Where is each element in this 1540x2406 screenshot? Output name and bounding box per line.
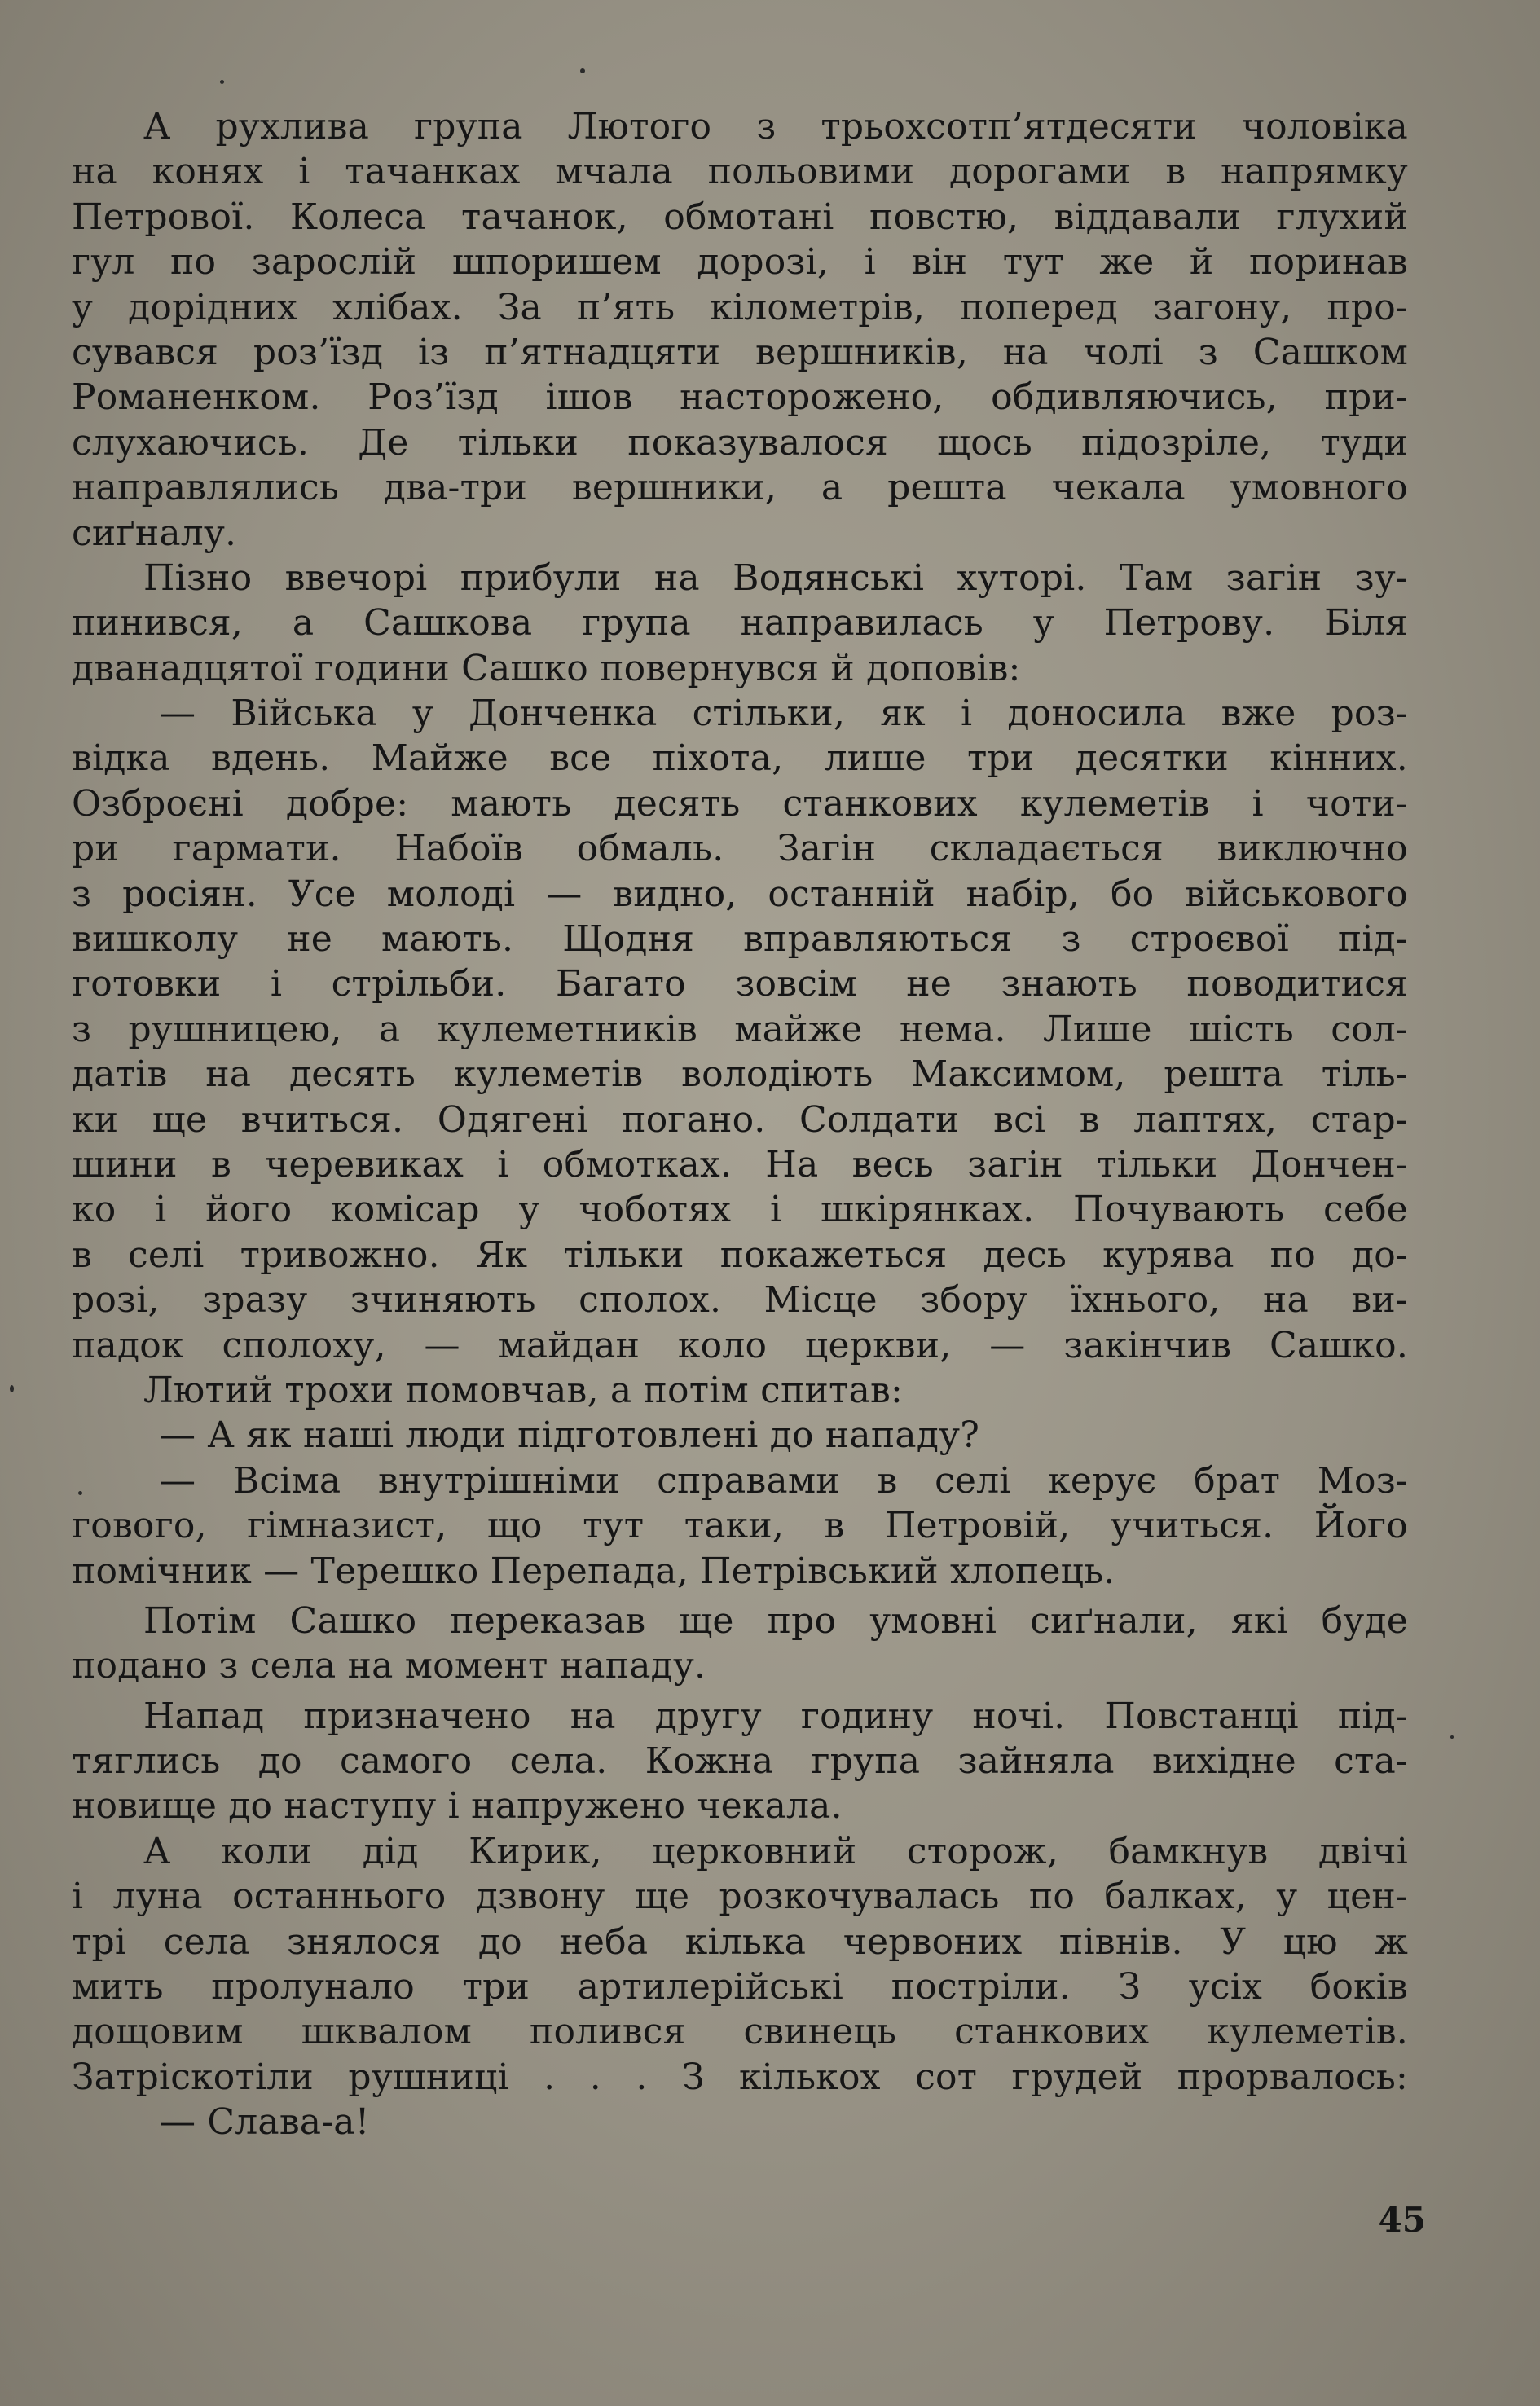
text-line: з росіян. Усе молоді — видно, останній набір, бо військового <box>72 873 1408 915</box>
text-line: датів на десять кулеметів володіють Максимом, решта тіль- <box>72 1053 1408 1096</box>
text-line: готовки і стрільби. Багато зовсім не знають поводитися <box>72 963 1408 1005</box>
text-line: дванадцятої години Сашко повернувся й доповів: <box>72 647 1021 689</box>
text-line: сувався роз’їзд із п’ятнадцяти вершників, на чолі з Сашком <box>72 331 1408 373</box>
text-line: дощовим шквалом полився свинець станкових кулеметів. <box>72 2011 1408 2053</box>
text-line: — Всіма внутрішніми справами в селі керує брат Моз- <box>160 1459 1408 1502</box>
text-line: слухаючись. Де тільки показувалося щось підозріле, туди <box>72 421 1408 464</box>
page-number: 45 <box>1378 2200 1426 2240</box>
text-line: сиґналу. <box>72 512 237 554</box>
print-speck <box>78 1491 82 1495</box>
text-line: — А як наші люди підготовлені до нападу? <box>160 1414 979 1457</box>
text-line: ко і його комісар у чоботях і шкірянках. Почувають себе <box>72 1189 1408 1231</box>
page-text <box>72 104 1408 2145</box>
text-line: падок сполоху, — майдан коло церкви, — закінчив Сашко. <box>72 1324 1408 1366</box>
text-line: гового, гімназист, що тут таки, в Петровій, учиться. Його <box>72 1505 1408 1547</box>
text-line: А коли дід Кирик, церковний сторож, бамкнув двічі <box>143 1830 1408 1872</box>
text-line: вишколу не мають. Щодня вправляються з строєвої під- <box>72 918 1408 961</box>
text-line: направлялись два-три вершники, а решта чекала умовного <box>72 467 1408 509</box>
text-line: гул по зарослій шпоришем дорозі, і він тут же й поринав <box>72 241 1408 284</box>
text-line: мить пролунало три артилерійські постріли. З усіх боків <box>72 1966 1408 2008</box>
text-line: Потім Сашко переказав ще про умовні сиґнали, які буде <box>143 1599 1408 1642</box>
text-line: Романенком. Роз’їзд ішов настороженo, обдивляючись, при- <box>72 376 1408 419</box>
text-line: ри гармати. Набоїв обмаль. Загін складається виключно <box>72 828 1408 870</box>
text-line: з рушницею, а кулеметників майже нема. Лише шість сол- <box>72 1008 1408 1050</box>
text-line: новище до наступу і напружено чекала. <box>72 1785 843 1828</box>
text-line: трі села знялося до неба кілька червоних півнів. У цю ж <box>72 1920 1408 1963</box>
text-line: Озброєні добре: мають десять станкових кулеметів і чоти- <box>72 782 1408 825</box>
text-line: — Війська у Донченка стільки, як і доносила вже роз- <box>160 693 1408 735</box>
text-line: Напад призначено на другу годину ночі. Повстанці під- <box>143 1695 1408 1737</box>
text-line: — Слава-а! <box>160 2101 370 2144</box>
text-line: Петрової. Колеса тачанок, обмотані повстю, віддавали глухий <box>72 196 1408 238</box>
text-line: ки ще вчиться. Одягені погано. Солдати всі в лаптях, стар- <box>72 1098 1408 1141</box>
text-line: А рухлива група Лютого з трьохсотп’ятдесяти чоловіка <box>143 106 1408 147</box>
print-speck <box>580 68 585 73</box>
text-line: помічник — Терешко Перепада, Петрівський хлопець. <box>72 1550 1115 1592</box>
text-line: шини в черевиках і обмотках. На весь загін тільки Дончен- <box>72 1143 1408 1185</box>
print-speck <box>10 1385 14 1392</box>
text-line: Затріскотіли рушниці . . . З кількох сот грудей прорвалось: <box>72 2056 1408 2098</box>
print-speck <box>1450 1735 1454 1739</box>
text-line: у дорідних хлібах. За п’ять кілометрів, поперед загону, про- <box>72 286 1408 328</box>
text-line: розі, зразу зчиняють сполох. Місце збору їхнього, на ви- <box>72 1279 1408 1322</box>
print-speck <box>220 80 224 84</box>
text-line: і луна останнього дзвону ще розкочувалась по балках, у цен- <box>72 1876 1408 1918</box>
text-line: пинився, а Сашкова група направилась у Петрову. Біля <box>72 602 1408 644</box>
text-line: подано з села на момент нападу. <box>72 1645 706 1687</box>
text-line: на конях і тачанках мчала польовими дорогами в напрямку <box>72 151 1408 193</box>
text-line: в селі тривожно. Як тільки покажеться десь курява по до- <box>72 1234 1408 1276</box>
text-line: Лютий трохи помовчав, а потім спитав: <box>143 1369 904 1411</box>
text-line: Пізно ввечорі прибули на Водянські хуторі. Там загін зу- <box>143 556 1408 599</box>
text-line: тяглись до самого села. Кожна група зайняла вихідне ста- <box>72 1740 1408 1783</box>
text-line: відка вдень. Майже все піхота, лише три десятки кінних. <box>72 737 1408 780</box>
